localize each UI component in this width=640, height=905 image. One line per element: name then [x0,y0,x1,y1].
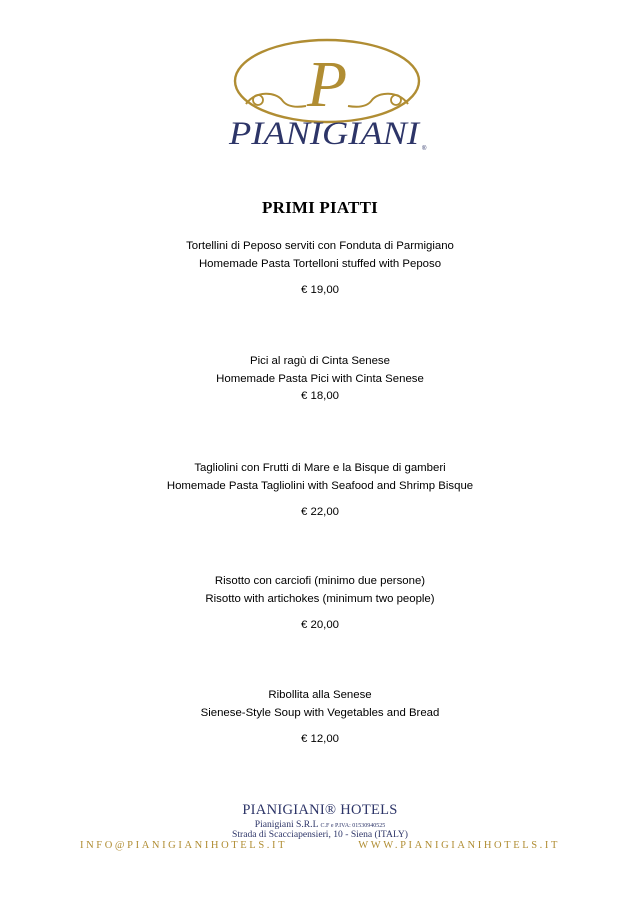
dish-name-italian: Tortellini di Peposo serviti con Fonduta di Parmigiano [186,240,454,252]
dish-name-italian: Tagliolini con Frutti di Mare e la Bisque di gamberi [194,462,446,474]
dish-name-english: Sienese-Style Soup with Vegetables and Bread [200,706,440,719]
dish-item [0,238,640,300]
footer-website-link[interactable]: WWW.PIANIGIANIHOTELS.IT [358,840,560,851]
dish-name-italian: Pici al ragù di Cinta Senese [250,355,390,367]
dish-name-english: Risotto with artichokes (minimum two people) [205,592,435,605]
dish-name-english: Homemade Pasta Pici with Cinta Senese [216,372,424,385]
dish-item [0,573,640,635]
footer-brand: PIANIGIANI® HOTELS [242,802,398,818]
logo-scroll-left-curl [253,95,263,105]
dish-name-italian: Ribollita alla Senese [268,689,372,701]
dish-price: € 19,00 [300,284,339,296]
dish-price: € 20,00 [300,619,339,631]
dish-item [0,460,640,522]
footer-company-tax: C.F e P.IVA: 01530940525 [320,823,386,829]
logo-registered-mark: ® [422,146,427,152]
dish-item [0,353,640,406]
dish-price: € 18,00 [300,390,339,402]
logo-wordmark: PIANIGIANI [227,116,422,152]
logo-graphic [224,34,430,154]
logo-monogram: P [306,48,348,121]
dish-price: € 12,00 [300,733,339,745]
dish-price: € 22,00 [300,506,339,518]
section-title: PRIMI PIATTI [262,198,378,217]
dish-name-english: Homemade Pasta Tortelloni stuffed with Peposo [198,257,442,270]
dish-name-english: Homemade Pasta Tagliolini with Seafood and Shrimp Bisque [166,479,474,492]
footer-email-link[interactable]: INFO@PIANIGIANIHOTELS.IT [80,840,288,851]
dish-name-italian: Risotto con carciofi (minimo due persone) [214,575,426,587]
footer-address: Strada di Scacciapensieri, 10 - Siena (ITALY) [232,829,408,840]
dish-item [0,687,640,749]
pianigiani-logo [224,34,430,154]
footer-company-name: Pianigiani S.R.L [254,819,319,830]
logo-scroll-right-curl [391,95,401,105]
